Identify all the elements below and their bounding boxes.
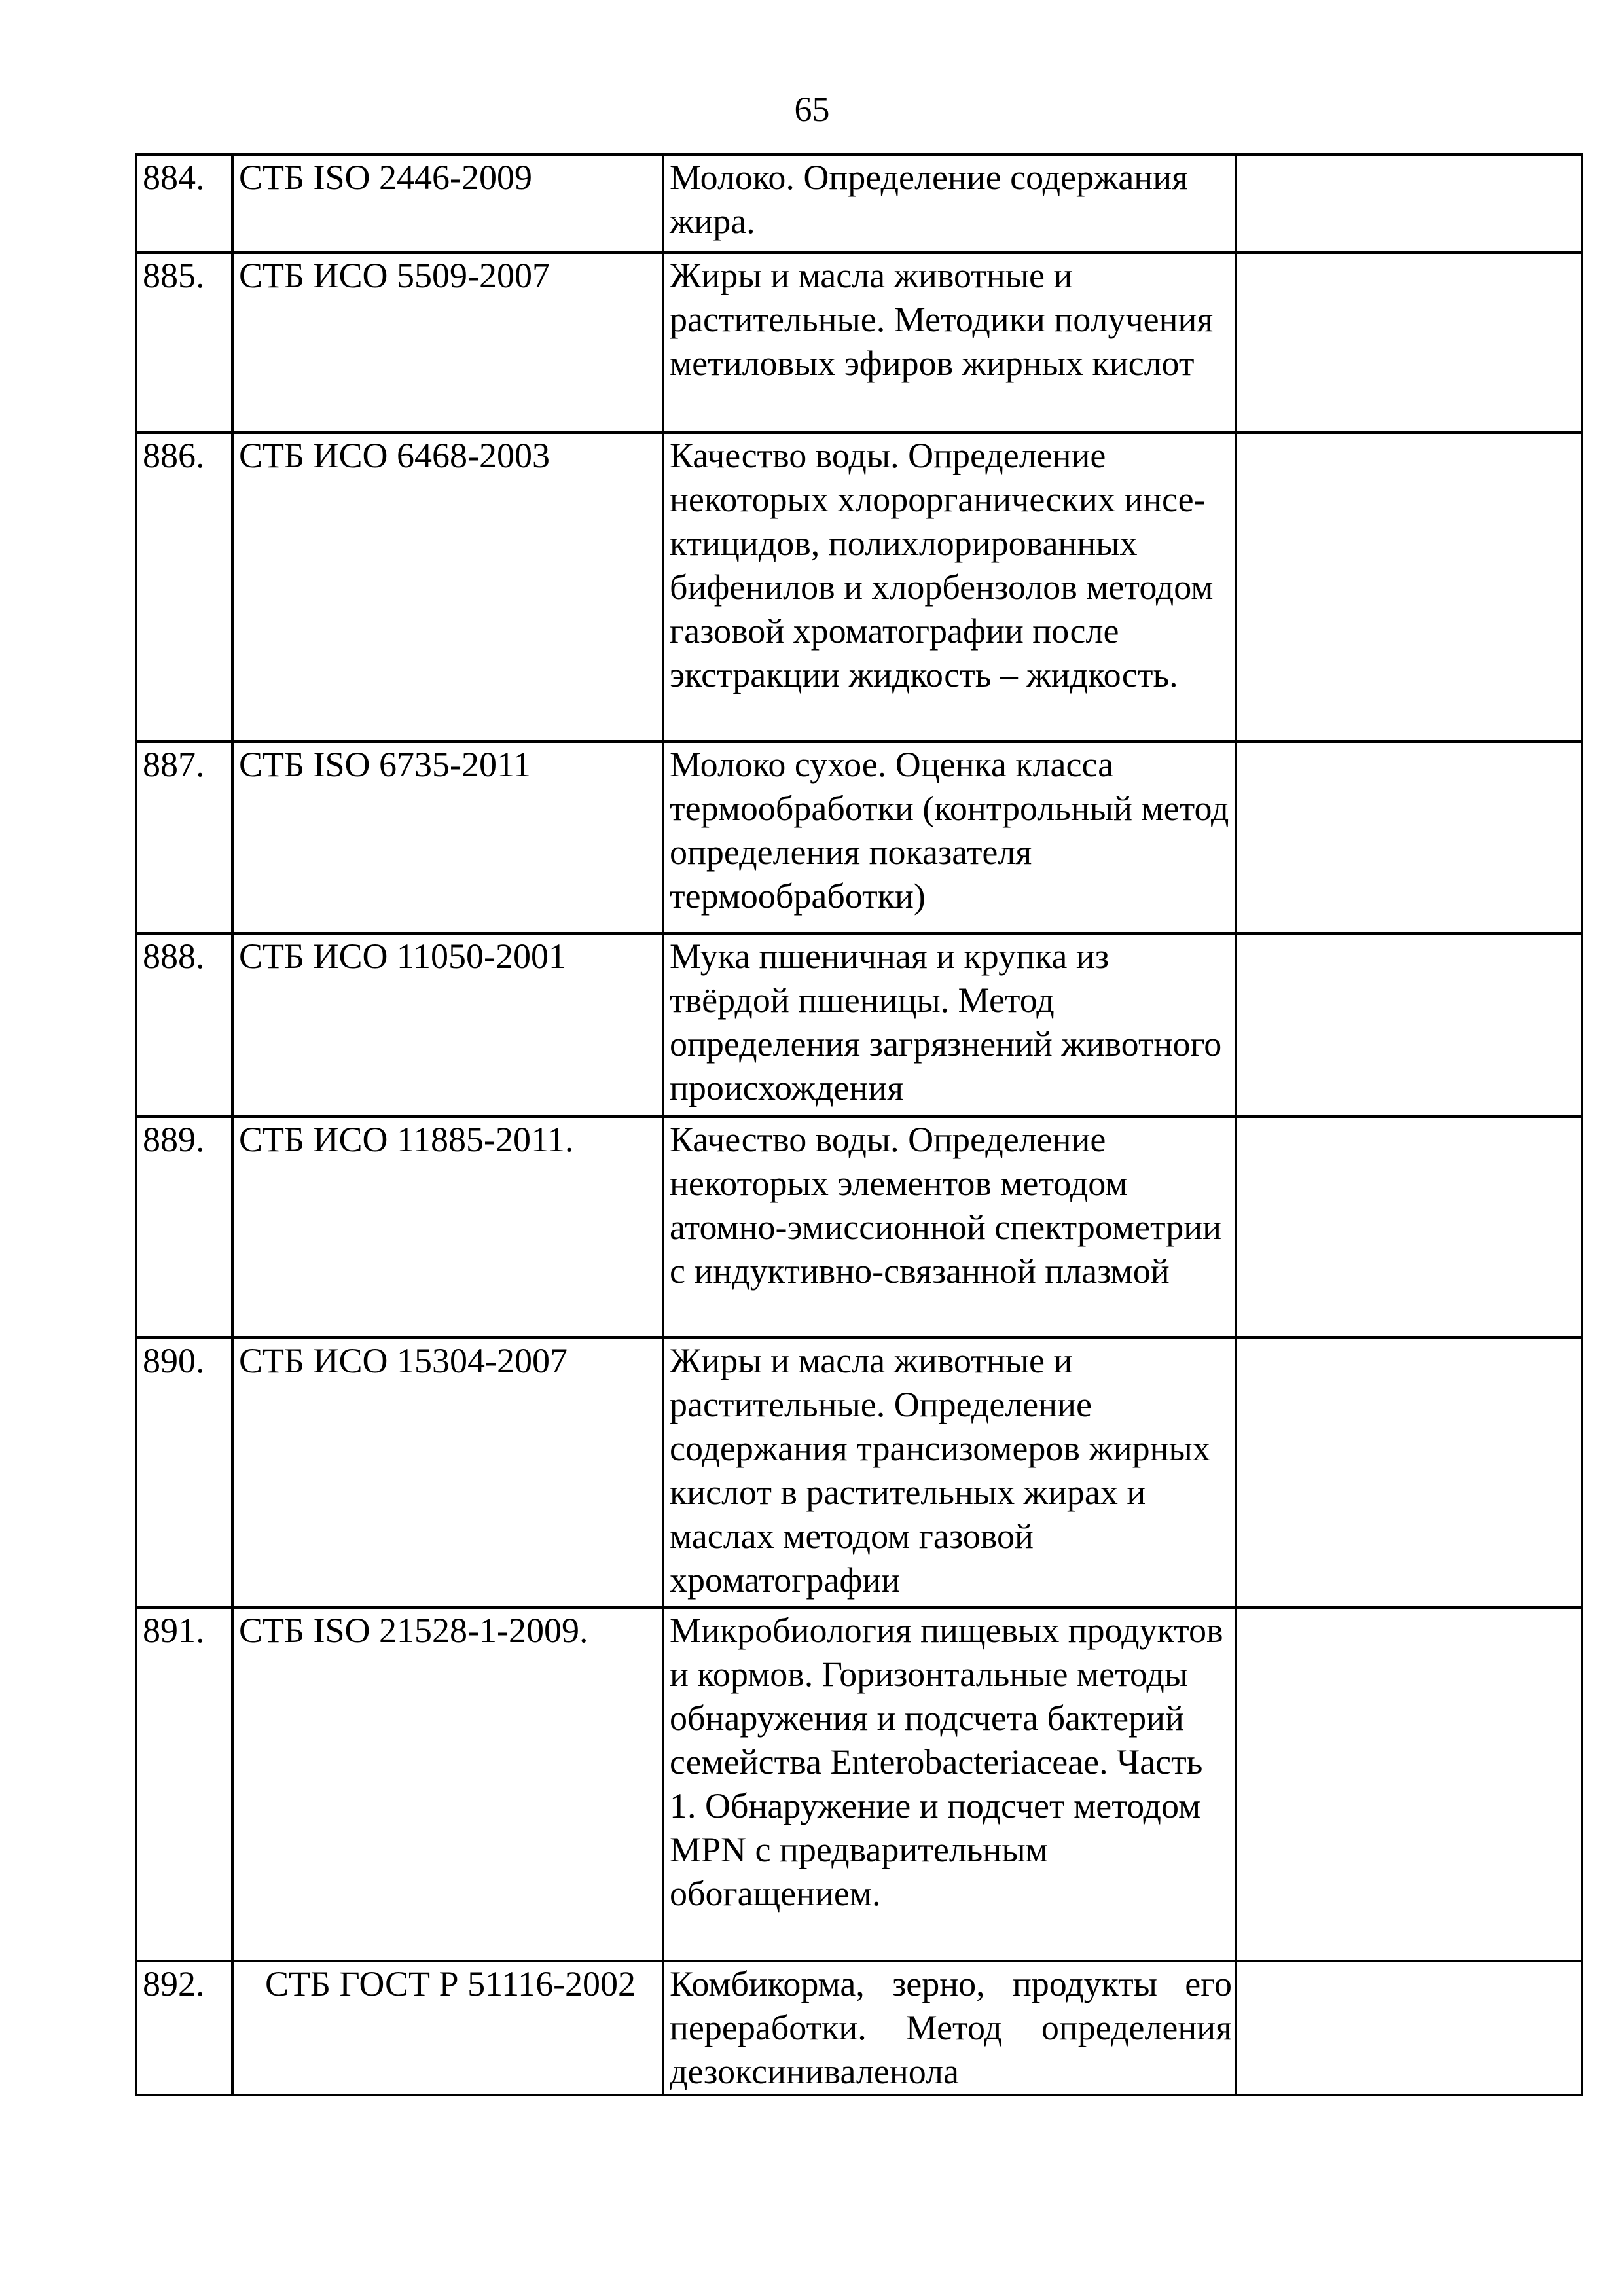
standard-code-cell	[232, 933, 663, 1117]
standard-code: СТБ ISO 6735-2011	[239, 745, 532, 784]
row-number: 888.	[143, 937, 205, 976]
standard-title: Жиры и масла животные и растительные. Определение содержания трансизомеров жирных кислот в растительных жирах и маслах методом газовой хроматографии	[670, 1341, 1210, 1600]
standard-code: СТБ ИСО 6468-2003	[239, 436, 550, 475]
table-row	[136, 1338, 1582, 1607]
row-number-cell	[136, 1338, 232, 1607]
standard-code: СТБ ИСО 11050-2001	[239, 937, 567, 976]
standard-title-cell	[663, 253, 1236, 433]
standard-title: Молоко сухое. Оценка класса термообработки (контрольный метод определения показателя термообработки)	[670, 745, 1229, 916]
standard-title-cell	[663, 1117, 1236, 1338]
standard-code-cell	[232, 154, 663, 253]
notes-cell	[1236, 433, 1582, 742]
row-number: 887.	[143, 745, 205, 784]
standard-code: СТБ ИСО 5509-2007	[239, 256, 550, 295]
standard-code-cell	[232, 253, 663, 433]
table-row	[136, 253, 1582, 433]
row-number-cell	[136, 1607, 232, 1961]
standard-title: Микробиология пищевых продуктов и кормов. Горизонтальные методы обнаружения и подсчета бактерий семейства Enterobacteriaceae. Часть 1. Обнаружение и подсчет методом MPN с предварительным обогащением.	[670, 1611, 1223, 1913]
standard-title: Жиры и масла животные и растительные. Методики получения метиловых эфиров жирных кислот	[670, 256, 1214, 383]
row-number: 884.	[143, 158, 205, 197]
standard-title-cell	[663, 742, 1236, 933]
standard-code: СТБ ISO 2446-2009	[239, 158, 533, 197]
row-number: 886.	[143, 436, 205, 475]
page-number: 65	[794, 90, 830, 129]
standard-code: СТБ ГОСТ Р 51116-2002	[265, 1964, 636, 2003]
standard-title-cell	[663, 1338, 1236, 1607]
row-number: 889.	[143, 1120, 205, 1159]
notes-cell	[1236, 933, 1582, 1117]
standard-title: Качество воды. Определение некоторых хлорорганических инсе-ктицидов, полихлорированных бифенилов и хлорбензолов методом газовой хроматографии после экстракции жидкость – жидкость.	[670, 436, 1214, 694]
row-number-cell	[136, 1961, 232, 2095]
standards-table	[135, 153, 1583, 2096]
standard-title-cell	[663, 933, 1236, 1117]
table-row	[136, 433, 1582, 742]
row-number-cell	[136, 742, 232, 933]
row-number-cell	[136, 253, 232, 433]
standard-code-cell	[232, 1338, 663, 1607]
row-number-cell	[136, 154, 232, 253]
standard-code: СТБ ИСО 11885-2011.	[239, 1120, 574, 1159]
standard-title: Качество воды. Определение некоторых элементов методом атомно-эмиссионной спектрометрии с индуктивно-связанной плазмой	[670, 1120, 1222, 1291]
standard-code: СТБ ИСО 15304-2007	[239, 1341, 568, 1380]
standard-code-cell	[232, 1117, 663, 1338]
table-row	[136, 742, 1582, 933]
standard-code-cell	[232, 1961, 663, 2095]
row-number: 885.	[143, 256, 205, 295]
row-number-cell	[136, 1117, 232, 1338]
table-row	[136, 1961, 1582, 2095]
notes-cell	[1236, 742, 1582, 933]
notes-cell	[1236, 154, 1582, 253]
row-number: 891.	[143, 1611, 205, 1650]
standard-code-cell	[232, 433, 663, 742]
row-number-cell	[136, 933, 232, 1117]
table-row	[136, 154, 1582, 253]
notes-cell	[1236, 1961, 1582, 2095]
notes-cell	[1236, 1117, 1582, 1338]
table-row	[136, 1117, 1582, 1338]
standard-title: Комбикорма, зерно, продукты его переработки. Метод определения дезоксиниваленола	[670, 1964, 1232, 2091]
table-row	[136, 933, 1582, 1117]
standard-code: СТБ ISO 21528-1-2009.	[239, 1611, 588, 1650]
standard-title: Молоко. Определение содержания жира.	[670, 158, 1188, 241]
row-number: 892.	[143, 1964, 205, 2003]
standard-title-cell	[663, 1607, 1236, 1961]
row-number: 890.	[143, 1341, 205, 1380]
notes-cell	[1236, 1607, 1582, 1961]
standard-title: Мука пшеничная и крупка из твёрдой пшеницы. Метод определения загрязнений животного происхождения	[670, 937, 1222, 1107]
standard-title-cell	[663, 154, 1236, 253]
standard-title-cell	[663, 1961, 1236, 2095]
standard-code-cell	[232, 1607, 663, 1961]
row-number-cell	[136, 433, 232, 742]
notes-cell	[1236, 253, 1582, 433]
standard-title-cell	[663, 433, 1236, 742]
standard-code-cell	[232, 742, 663, 933]
table-row	[136, 1607, 1582, 1961]
notes-cell	[1236, 1338, 1582, 1607]
